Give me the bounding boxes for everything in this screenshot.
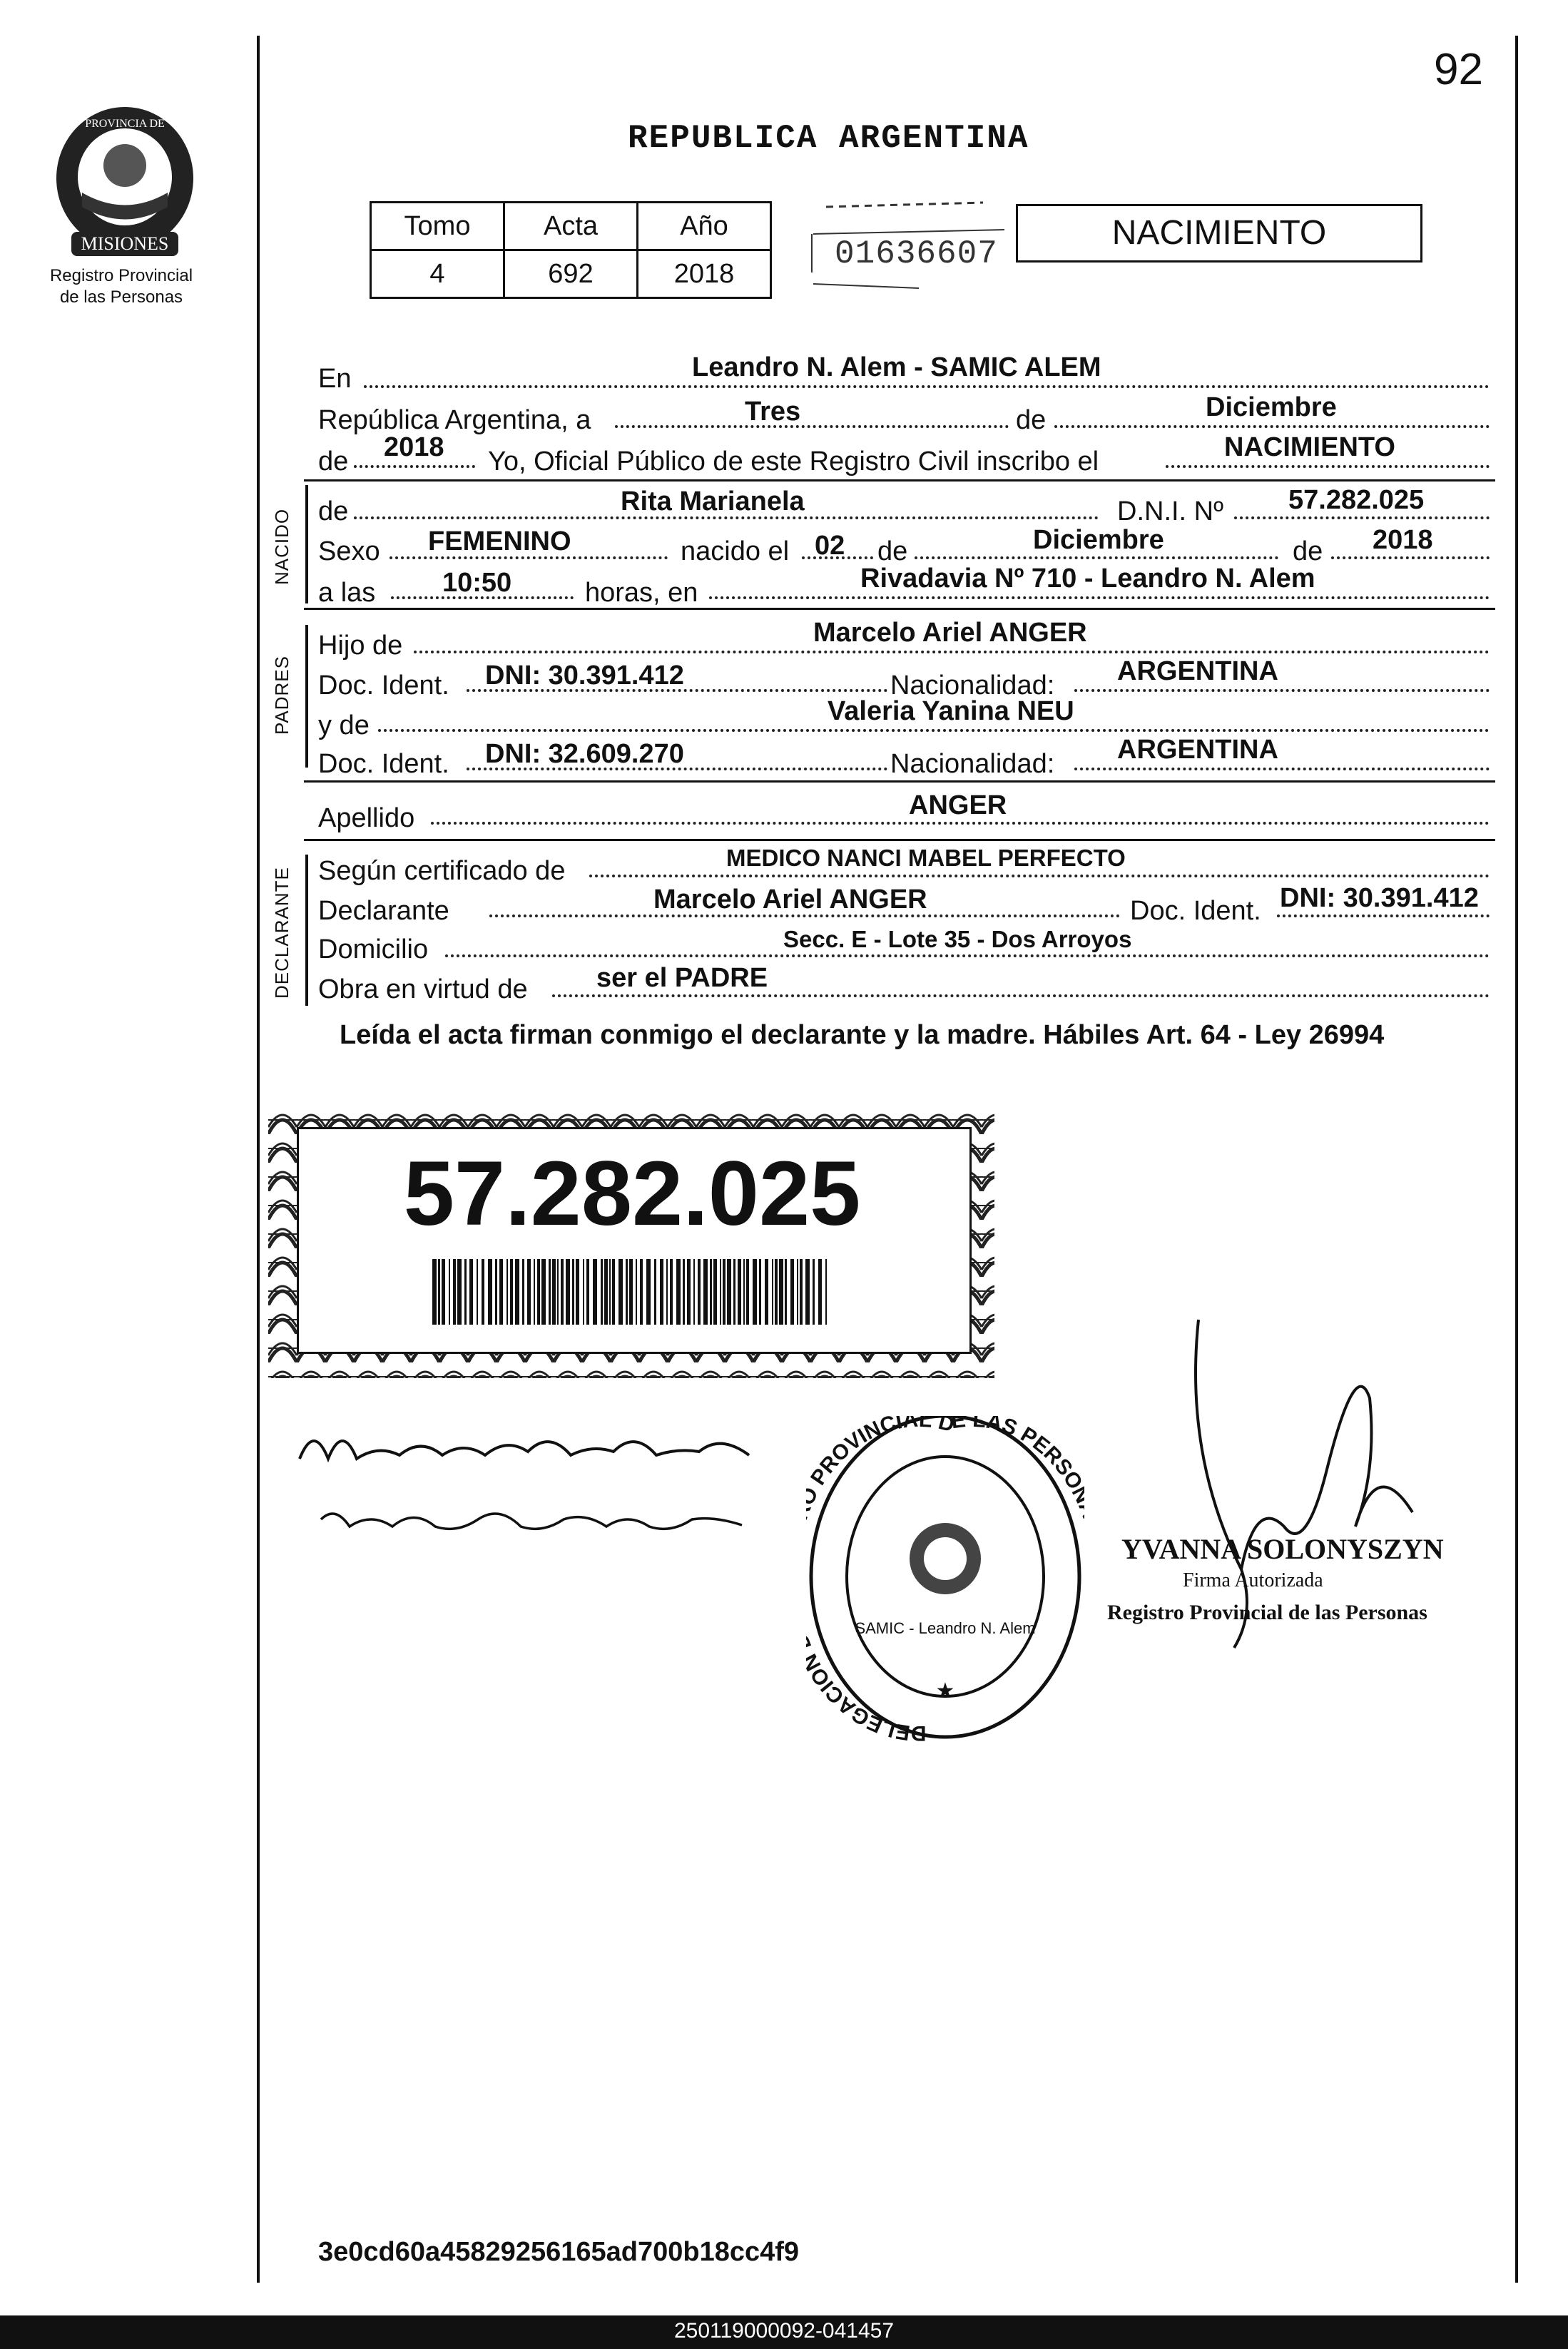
page-number: 92 bbox=[1434, 45, 1483, 94]
certificado-label: Según certificado de bbox=[318, 856, 566, 886]
record-table bbox=[370, 201, 772, 299]
father-doc-label: Doc. Ident. bbox=[318, 671, 449, 700]
barcode-bar bbox=[495, 1259, 497, 1325]
nacido-bracket bbox=[305, 485, 308, 603]
dni-label: D.N.I. Nº bbox=[1117, 496, 1223, 526]
dots-declarante-doc bbox=[1277, 914, 1490, 917]
sexo-value: FEMENINO bbox=[428, 526, 571, 556]
barcode-bar bbox=[457, 1259, 462, 1325]
header-acta: Acta bbox=[504, 203, 638, 250]
declarante-bracket bbox=[305, 855, 308, 1006]
barcode-bar bbox=[488, 1259, 492, 1325]
barcode-bar bbox=[646, 1259, 651, 1325]
father-doc: DNI: 30.391.412 bbox=[485, 661, 684, 691]
svg-text:★: ★ bbox=[935, 1679, 955, 1703]
declarante-value: Marcelo Ariel ANGER bbox=[653, 885, 927, 914]
value-anio: 2018 bbox=[638, 250, 771, 298]
barcode-bar bbox=[515, 1259, 519, 1325]
barcode-bar bbox=[469, 1259, 473, 1325]
year-value: 2018 bbox=[384, 432, 444, 462]
father-nat-label: Nacionalidad: bbox=[890, 671, 1055, 700]
barcode-bar bbox=[765, 1259, 768, 1325]
barcode-bar bbox=[629, 1259, 633, 1325]
barcode-bar bbox=[790, 1259, 794, 1325]
dots-father-nat bbox=[1074, 689, 1490, 692]
de-label-2: de bbox=[877, 536, 908, 566]
footer-code: 250119000092-041457 bbox=[673, 2319, 895, 2343]
barcode-bar bbox=[666, 1259, 668, 1325]
barcode-bar bbox=[738, 1259, 741, 1325]
barcode-bar bbox=[566, 1259, 570, 1325]
svg-text:DELEGACION DEL REGISTRO PROVIN: DELEGACIO PROVINCIAL DE LAS PERSO bbox=[806, 1416, 1084, 1744]
nacido-de-label: de bbox=[318, 496, 349, 526]
father-name: Marcelo Ariel ANGER bbox=[813, 618, 1087, 648]
barcode-bar bbox=[797, 1259, 798, 1325]
barcode-bar bbox=[805, 1259, 810, 1325]
dots-month bbox=[1054, 425, 1490, 428]
barcode-bar bbox=[552, 1259, 556, 1325]
barcode-bar bbox=[583, 1259, 584, 1325]
dots-mother-nat bbox=[1074, 768, 1490, 770]
barcode-bar bbox=[449, 1259, 450, 1325]
barcode-bar bbox=[670, 1259, 673, 1325]
birth-month: Diciembre bbox=[1033, 525, 1164, 555]
republica-label: República Argentina, a bbox=[318, 405, 591, 435]
barcode-bar bbox=[593, 1259, 597, 1325]
barcode-bar bbox=[527, 1259, 531, 1325]
dots-father bbox=[414, 651, 1490, 653]
domicilio-value: Secc. E - Lote 35 - Dos Arroyos bbox=[783, 926, 1132, 952]
dots-dni bbox=[1234, 516, 1490, 519]
obra-label: Obra en virtud de bbox=[318, 974, 528, 1004]
birth-place: Rivadavia Nº 710 - Leandro N. Alem bbox=[860, 564, 1315, 593]
declarante-doc: DNI: 30.391.412 bbox=[1280, 883, 1479, 913]
barcode-bar bbox=[477, 1259, 478, 1325]
barcode-bar bbox=[612, 1259, 615, 1325]
birth-time: 10:50 bbox=[442, 568, 512, 598]
barcode-bar bbox=[453, 1259, 456, 1325]
declarant-signature bbox=[292, 1416, 792, 1484]
obra-value: ser el PADRE bbox=[596, 963, 768, 993]
country-title: REPUBLICA ARGENTINA bbox=[628, 120, 1029, 157]
dots-domicilio bbox=[445, 954, 1490, 957]
divider-3 bbox=[304, 780, 1495, 783]
dots-inscribed bbox=[1166, 465, 1490, 468]
month-value: Diciembre bbox=[1206, 392, 1337, 422]
child-name: Rita Marianela bbox=[621, 486, 805, 516]
barcode-bar bbox=[779, 1259, 783, 1325]
apellido-value: ANGER bbox=[909, 790, 1007, 820]
dni-barcode bbox=[432, 1259, 832, 1325]
serial-number: 01636607 bbox=[835, 235, 998, 272]
left-margin-line bbox=[257, 36, 260, 2283]
year-prefix: de bbox=[318, 447, 349, 477]
barcode-bar bbox=[693, 1259, 695, 1325]
dots-en bbox=[364, 385, 1490, 388]
record-table-header bbox=[371, 203, 771, 250]
divider-1 bbox=[304, 479, 1495, 481]
mother-nat-label: Nacionalidad: bbox=[890, 749, 1055, 779]
barcode-bar bbox=[813, 1259, 815, 1325]
declarante-label: Declarante bbox=[318, 896, 449, 926]
dots-birth-year bbox=[1331, 556, 1490, 559]
barcode-bar bbox=[510, 1259, 513, 1325]
dots-birth-month bbox=[915, 556, 1278, 559]
sexo-label: Sexo bbox=[318, 536, 380, 566]
barcode-bar bbox=[825, 1259, 827, 1325]
barcode-bar bbox=[753, 1259, 757, 1325]
barcode-bar bbox=[438, 1259, 440, 1325]
barcode-bar bbox=[534, 1259, 535, 1325]
barcode-bar bbox=[609, 1259, 611, 1325]
certificado-value: MEDICO NANCI MABEL PERFECTO bbox=[726, 845, 1126, 871]
svg-text:PROVINCIA DE: PROVINCIA DE bbox=[85, 118, 165, 130]
divider-2 bbox=[304, 608, 1495, 610]
barcode-bar bbox=[626, 1259, 628, 1325]
barcode-bar bbox=[698, 1259, 701, 1325]
barcode-bar bbox=[710, 1259, 712, 1325]
barcode-bar bbox=[541, 1259, 546, 1325]
document-hash: 3e0cd60a45829256165ad700b18cc4f9 bbox=[318, 2237, 800, 2267]
place-value: Leandro N. Alem - SAMIC ALEM bbox=[692, 352, 1101, 382]
day-word: Tres bbox=[745, 397, 801, 427]
apellido-label: Apellido bbox=[318, 803, 415, 833]
barcode-bar bbox=[482, 1259, 484, 1325]
barcode-bar bbox=[720, 1259, 721, 1325]
barcode-bar bbox=[537, 1259, 540, 1325]
barcode-bar bbox=[676, 1259, 681, 1325]
dni-stamp-number: 57.282.025 bbox=[403, 1143, 861, 1245]
dots-year bbox=[354, 465, 475, 468]
inscribed-value: NACIMIENTO bbox=[1224, 432, 1395, 462]
horas-label: horas, en bbox=[585, 578, 698, 608]
father-nat: ARGENTINA bbox=[1117, 656, 1278, 686]
domicilio-label: Domicilio bbox=[318, 934, 429, 964]
registry-line-2: de las Personas bbox=[59, 287, 183, 307]
barcode-bar bbox=[442, 1259, 445, 1325]
closing-text: Leída el acta firman conmigo el declarante y la madre. Hábiles Art. 64 - Ley 26994 bbox=[340, 1020, 1385, 1050]
barcode-bar bbox=[506, 1259, 508, 1325]
header-tomo: Tomo bbox=[371, 203, 504, 250]
nacido-side-label: NACIDO bbox=[271, 508, 292, 585]
barcode-bar bbox=[800, 1259, 803, 1325]
barcode-bar bbox=[601, 1259, 603, 1325]
record-type-box: NACIMIENTO bbox=[1016, 204, 1422, 263]
record-table-values bbox=[371, 250, 771, 298]
province-logo bbox=[43, 100, 207, 267]
barcode-bar bbox=[746, 1259, 749, 1325]
hijo-de-label: Hijo de bbox=[318, 631, 403, 661]
dots-apellido bbox=[431, 822, 1490, 825]
barcode-bar bbox=[464, 1259, 467, 1325]
divider-4 bbox=[304, 839, 1495, 841]
nacido-el-label: nacido el bbox=[681, 536, 790, 566]
barcode-bar bbox=[549, 1259, 551, 1325]
header-anio: Año bbox=[638, 203, 771, 250]
barcode-bar bbox=[713, 1259, 717, 1325]
barcode-bar bbox=[775, 1259, 778, 1325]
registry-line-1: Registro Provincial bbox=[49, 266, 193, 285]
barcode-bar bbox=[723, 1259, 726, 1325]
y-de-label: y de bbox=[318, 710, 370, 740]
de-label-3: de bbox=[1293, 536, 1323, 566]
barcode-bar bbox=[818, 1259, 822, 1325]
barcode-bar bbox=[785, 1259, 787, 1325]
birth-day: 02 bbox=[815, 531, 845, 561]
officer-name: YVANNA SOLONYSZYN bbox=[1121, 1533, 1444, 1565]
mother-name: Valeria Yanina NEU bbox=[828, 696, 1074, 726]
barcode-bar bbox=[683, 1259, 685, 1325]
a-las-label: a las bbox=[318, 578, 376, 608]
barcode-bar bbox=[636, 1259, 637, 1325]
barcode-bar bbox=[618, 1259, 623, 1325]
en-label: En bbox=[318, 364, 352, 394]
barcode-bar bbox=[727, 1259, 731, 1325]
logo-text-misiones: MISIONES bbox=[81, 233, 169, 254]
declarante-doc-label: Doc. Ident. bbox=[1130, 896, 1261, 926]
barcode-bar bbox=[759, 1259, 761, 1325]
barcode-bar bbox=[640, 1259, 643, 1325]
barcode-bar bbox=[703, 1259, 708, 1325]
child-dni: 57.282.025 bbox=[1288, 485, 1425, 515]
barcode-bar bbox=[604, 1259, 608, 1325]
mother-nat: ARGENTINA bbox=[1117, 735, 1278, 765]
mother-signature bbox=[314, 1491, 770, 1551]
barcode-bar bbox=[522, 1259, 524, 1325]
officer-role: Firma Autorizada bbox=[1183, 1569, 1323, 1591]
barcode-bar bbox=[660, 1259, 663, 1325]
birth-year: 2018 bbox=[1373, 525, 1433, 555]
officer-org: Registro Provincial de las Personas bbox=[1107, 1601, 1427, 1624]
de-label-1: de bbox=[1016, 405, 1047, 435]
barcode-bar bbox=[561, 1259, 564, 1325]
dots-day bbox=[615, 425, 1009, 428]
registry-caption bbox=[29, 265, 214, 308]
dots-mother bbox=[378, 729, 1490, 732]
dots-certificado bbox=[589, 875, 1490, 877]
dots-birth-place bbox=[709, 596, 1490, 599]
barcode-bar bbox=[772, 1259, 773, 1325]
barcode-bar bbox=[743, 1259, 745, 1325]
barcode-bar bbox=[572, 1259, 574, 1325]
barcode-bar bbox=[557, 1259, 559, 1325]
barcode-bar bbox=[687, 1259, 691, 1325]
right-margin-line bbox=[1515, 36, 1518, 2283]
value-acta: 692 bbox=[504, 250, 638, 298]
barcode-bar bbox=[499, 1259, 503, 1325]
mother-doc: DNI: 32.609.270 bbox=[485, 739, 684, 769]
value-tomo: 4 bbox=[371, 250, 504, 298]
barcode-bar bbox=[654, 1259, 656, 1325]
padres-bracket bbox=[305, 625, 308, 768]
padres-side-label: PADRES bbox=[271, 656, 292, 735]
svg-text:SAMIC - Leandro N. Alem: SAMIC - Leandro N. Alem bbox=[855, 1619, 1036, 1637]
barcode-bar bbox=[576, 1259, 579, 1325]
barcode-bar bbox=[586, 1259, 589, 1325]
registry-seal bbox=[806, 1416, 1084, 1744]
barcode-bar bbox=[733, 1259, 735, 1325]
barcode-bar bbox=[432, 1259, 437, 1325]
mother-doc-label: Doc. Ident. bbox=[318, 749, 449, 779]
dots-obra bbox=[552, 994, 1490, 997]
officer-text: Yo, Oficial Público de este Registro Civil inscribo el bbox=[488, 447, 1099, 477]
declarante-side-label: DECLARANTE bbox=[271, 867, 292, 999]
